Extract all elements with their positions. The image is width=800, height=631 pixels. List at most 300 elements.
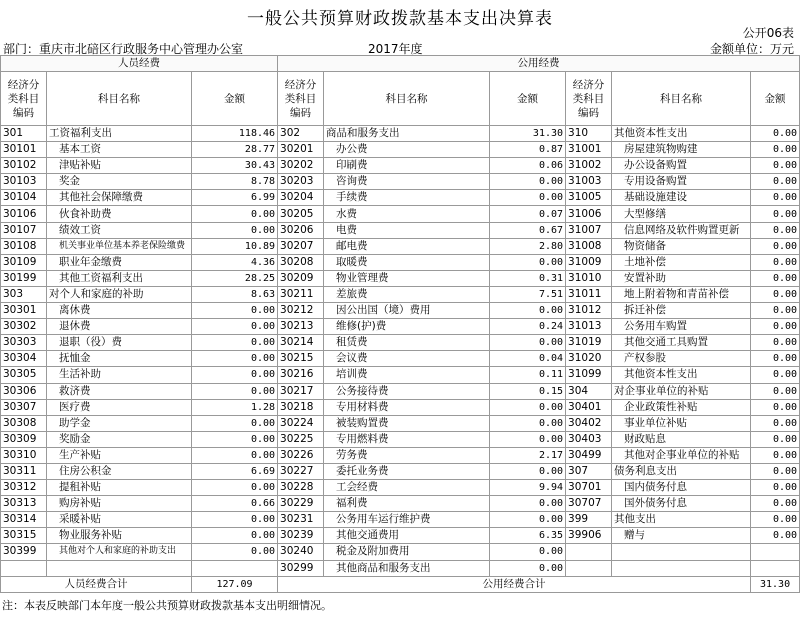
name-cell: 专用燃料费 (324, 431, 490, 447)
footnote: 注：本表反映部门本年度一般公共预算财政拨款基本支出明细情况。 (2, 599, 332, 612)
code-cell: 30313 (1, 496, 47, 512)
code-cell: 30204 (278, 190, 324, 206)
amount-cell: 0.00 (490, 174, 566, 190)
code-cell: 30107 (1, 222, 47, 238)
code-cell: 30227 (278, 463, 324, 479)
amount-cell: 0.00 (490, 560, 566, 576)
expenditure-table (0, 55, 800, 593)
amount-cell: 0.00 (192, 351, 278, 367)
table-row (1, 254, 800, 270)
name-cell: 退休费 (47, 319, 192, 335)
amount-cell: 0.00 (751, 126, 800, 142)
code-cell: 31006 (566, 206, 612, 222)
name-cell: 退职（役）费 (47, 335, 192, 351)
code-cell: 30308 (1, 415, 47, 431)
table-row (1, 190, 800, 206)
amount-cell: 0.00 (192, 415, 278, 431)
code-cell: 30205 (278, 206, 324, 222)
code-cell: 30228 (278, 480, 324, 496)
code-cell: 30102 (1, 158, 47, 174)
table-row (1, 431, 800, 447)
name-cell: 救济费 (47, 383, 192, 399)
col-amount-header: 金额 (490, 72, 566, 126)
col-code-header: 经济分类科目编码 (1, 72, 47, 126)
code-cell: 30302 (1, 319, 47, 335)
code-cell: 30402 (566, 415, 612, 431)
name-cell: 维修(护)费 (324, 319, 490, 335)
code-cell: 30307 (1, 399, 47, 415)
amount-cell: 0.00 (751, 431, 800, 447)
code-cell: 30240 (278, 544, 324, 560)
name-cell: 其他商品和服务支出 (324, 560, 490, 576)
amount-cell: 0.00 (490, 335, 566, 351)
amount-cell: 0.00 (751, 447, 800, 463)
amount-cell: 0.87 (490, 142, 566, 158)
code-cell: 30309 (1, 431, 47, 447)
amount-cell: 30.43 (192, 158, 278, 174)
name-cell: 生产补贴 (47, 447, 192, 463)
amount-cell: 0.24 (490, 319, 566, 335)
code-cell: 30212 (278, 303, 324, 319)
col-amount-header: 金额 (751, 72, 800, 126)
name-cell: 其他资本性支出 (612, 367, 751, 383)
code-cell: 30206 (278, 222, 324, 238)
form-code: 公开06表 (742, 26, 794, 40)
amount-cell: 4.36 (192, 254, 278, 270)
amount-cell: 0.00 (192, 480, 278, 496)
code-cell (566, 560, 612, 576)
code-cell (566, 544, 612, 560)
code-cell: 30299 (278, 560, 324, 576)
unit-label: 金额单位：万元 (709, 42, 794, 56)
name-cell: 工资福利支出 (47, 126, 192, 142)
name-cell: 医疗费 (47, 399, 192, 415)
amount-cell: 0.11 (490, 367, 566, 383)
name-cell: 咨询费 (324, 174, 490, 190)
code-cell: 30499 (566, 447, 612, 463)
code-cell: 30199 (1, 270, 47, 286)
name-cell: 基本工资 (47, 142, 192, 158)
personnel-total-value: 127.09 (192, 576, 278, 592)
name-cell: 印刷费 (324, 158, 490, 174)
table-row (1, 512, 800, 528)
name-cell (47, 560, 192, 576)
amount-cell: 0.00 (751, 270, 800, 286)
amount-cell: 0.00 (751, 463, 800, 479)
table-row (1, 528, 800, 544)
amount-cell: 0.00 (751, 158, 800, 174)
code-cell: 30229 (278, 496, 324, 512)
amount-cell: 0.00 (751, 351, 800, 367)
name-cell: 住房公积金 (47, 463, 192, 479)
name-cell: 职业年金缴费 (47, 254, 192, 270)
name-cell: 公务用车运行维护费 (324, 512, 490, 528)
amount-cell: 1.28 (192, 399, 278, 415)
name-cell: 抚恤金 (47, 351, 192, 367)
name-cell: 其他对个人和家庭的补助支出 (47, 544, 192, 560)
personnel-header: 人员经费 (1, 56, 278, 72)
table-row (1, 222, 800, 238)
name-cell: 国外债务付息 (612, 496, 751, 512)
table-row (1, 463, 800, 479)
amount-cell: 0.00 (751, 319, 800, 335)
code-cell: 310 (566, 126, 612, 142)
amount-cell: 6.35 (490, 528, 566, 544)
table-row (1, 335, 800, 351)
table-row (1, 399, 800, 415)
personnel-total-label: 人员经费合计 (1, 576, 192, 592)
table-row (1, 270, 800, 286)
code-cell: 30208 (278, 254, 324, 270)
name-cell: 税金及附加费用 (324, 544, 490, 560)
name-cell: 物业服务补贴 (47, 528, 192, 544)
code-cell: 30239 (278, 528, 324, 544)
amount-cell: 0.00 (751, 174, 800, 190)
name-cell: 房屋建筑物购建 (612, 142, 751, 158)
name-cell: 赠与 (612, 528, 751, 544)
code-cell: 31002 (566, 158, 612, 174)
code-cell: 30403 (566, 431, 612, 447)
amount-cell: 6.69 (192, 463, 278, 479)
code-cell (1, 560, 47, 576)
code-cell: 30231 (278, 512, 324, 528)
amount-cell: 10.89 (192, 238, 278, 254)
code-cell: 30306 (1, 383, 47, 399)
amount-cell: 0.00 (751, 254, 800, 270)
name-cell: 劳务费 (324, 447, 490, 463)
table-row (1, 415, 800, 431)
amount-cell: 0.00 (490, 254, 566, 270)
code-cell: 30104 (1, 190, 47, 206)
code-cell: 30215 (278, 351, 324, 367)
name-cell: 办公设备购置 (612, 158, 751, 174)
table-row (1, 303, 800, 319)
name-cell: 产权参股 (612, 351, 751, 367)
name-cell: 奖金 (47, 174, 192, 190)
name-cell: 生活补助 (47, 367, 192, 383)
code-cell: 31013 (566, 319, 612, 335)
public-header: 公用经费 (278, 56, 800, 72)
code-cell: 301 (1, 126, 47, 142)
amount-cell: 0.00 (751, 496, 800, 512)
code-cell: 30103 (1, 174, 47, 190)
amount-cell: 28.77 (192, 142, 278, 158)
name-cell: 办公费 (324, 142, 490, 158)
name-cell: 物业管理费 (324, 270, 490, 286)
code-cell: 30106 (1, 206, 47, 222)
name-cell: 购房补贴 (47, 496, 192, 512)
amount-cell: 0.00 (490, 399, 566, 415)
code-cell: 30202 (278, 158, 324, 174)
code-cell: 30108 (1, 238, 47, 254)
name-cell: 财政贴息 (612, 431, 751, 447)
code-cell: 31011 (566, 286, 612, 302)
name-cell: 公务用车购置 (612, 319, 751, 335)
code-cell: 30301 (1, 303, 47, 319)
name-cell: 对企事业单位的补贴 (612, 383, 751, 399)
table-row (1, 319, 800, 335)
code-cell: 30209 (278, 270, 324, 286)
amount-cell (192, 560, 278, 576)
name-cell: 地上附着物和青苗补偿 (612, 286, 751, 302)
amount-cell: 0.15 (490, 383, 566, 399)
code-cell: 30312 (1, 480, 47, 496)
name-cell: 伙食补助费 (47, 206, 192, 222)
name-cell: 奖励金 (47, 431, 192, 447)
amount-cell: 0.00 (490, 415, 566, 431)
code-cell: 30207 (278, 238, 324, 254)
name-cell: 土地补偿 (612, 254, 751, 270)
amount-cell: 0.00 (751, 142, 800, 158)
table-row (1, 126, 800, 142)
amount-cell: 0.66 (192, 496, 278, 512)
amount-cell: 0.00 (751, 238, 800, 254)
code-cell: 30214 (278, 335, 324, 351)
amount-cell: 0.00 (751, 399, 800, 415)
table-row (1, 158, 800, 174)
amount-cell: 0.06 (490, 158, 566, 174)
table-row (1, 367, 800, 383)
name-cell: 因公出国（境）费用 (324, 303, 490, 319)
code-cell: 399 (566, 512, 612, 528)
name-cell: 水费 (324, 206, 490, 222)
amount-cell: 0.00 (751, 286, 800, 302)
code-cell: 30707 (566, 496, 612, 512)
code-cell: 31010 (566, 270, 612, 286)
code-cell: 30310 (1, 447, 47, 463)
code-cell: 31012 (566, 303, 612, 319)
code-cell: 39906 (566, 528, 612, 544)
amount-cell: 0.00 (490, 190, 566, 206)
department-label: 部门：重庆市北碚区行政服务中心管理办公室 (3, 42, 244, 56)
amount-cell: 0.00 (751, 335, 800, 351)
amount-cell: 8.78 (192, 174, 278, 190)
table-row (1, 351, 800, 367)
code-cell: 31005 (566, 190, 612, 206)
amount-cell: 0.00 (490, 431, 566, 447)
name-cell: 被装购置费 (324, 415, 490, 431)
code-cell: 30213 (278, 319, 324, 335)
name-cell: 对个人和家庭的补助 (47, 286, 192, 302)
code-cell: 30218 (278, 399, 324, 415)
code-cell: 30225 (278, 431, 324, 447)
name-cell: 其他工资福利支出 (47, 270, 192, 286)
code-cell: 31009 (566, 254, 612, 270)
name-cell: 专用设备购置 (612, 174, 751, 190)
name-cell: 福利费 (324, 496, 490, 512)
year-label: 2017年度 (368, 42, 423, 56)
amount-cell: 0.00 (751, 512, 800, 528)
code-cell: 30401 (566, 399, 612, 415)
name-cell: 采暖补贴 (47, 512, 192, 528)
code-cell: 302 (278, 126, 324, 142)
amount-cell: 28.25 (192, 270, 278, 286)
table-row (1, 544, 800, 560)
col-name-header: 科目名称 (324, 72, 490, 126)
amount-cell: 0.67 (490, 222, 566, 238)
code-cell: 30109 (1, 254, 47, 270)
name-cell: 其他交通工具购置 (612, 335, 751, 351)
amount-cell: 0.07 (490, 206, 566, 222)
amount-cell: 0.00 (192, 319, 278, 335)
amount-cell: 0.00 (751, 190, 800, 206)
table-row (1, 560, 800, 576)
name-cell: 其他支出 (612, 512, 751, 528)
name-cell (612, 560, 751, 576)
amount-cell: 0.00 (751, 383, 800, 399)
amount-cell (751, 544, 800, 560)
amount-cell: 0.00 (751, 415, 800, 431)
code-cell: 30101 (1, 142, 47, 158)
code-cell: 303 (1, 286, 47, 302)
code-cell: 307 (566, 463, 612, 479)
name-cell: 会议费 (324, 351, 490, 367)
amount-cell: 0.00 (751, 367, 800, 383)
code-cell: 30216 (278, 367, 324, 383)
amount-cell: 0.00 (751, 222, 800, 238)
code-cell: 30226 (278, 447, 324, 463)
amount-cell: 7.51 (490, 286, 566, 302)
amount-cell: 0.00 (192, 335, 278, 351)
amount-cell: 9.94 (490, 480, 566, 496)
code-cell: 30303 (1, 335, 47, 351)
amount-cell: 0.00 (751, 528, 800, 544)
name-cell (612, 544, 751, 560)
amount-cell: 0.00 (490, 303, 566, 319)
amount-cell (751, 560, 800, 576)
name-cell: 助学金 (47, 415, 192, 431)
amount-cell: 0.00 (490, 544, 566, 560)
code-cell: 30305 (1, 367, 47, 383)
amount-cell: 0.00 (192, 303, 278, 319)
name-cell: 机关事业单位基本养老保险缴费 (47, 238, 192, 254)
amount-cell: 0.00 (192, 431, 278, 447)
code-cell: 30399 (1, 544, 47, 560)
name-cell: 取暖费 (324, 254, 490, 270)
code-cell: 30211 (278, 286, 324, 302)
code-cell: 31020 (566, 351, 612, 367)
amount-cell: 0.00 (490, 512, 566, 528)
name-cell: 公务接待费 (324, 383, 490, 399)
name-cell: 提租补贴 (47, 480, 192, 496)
code-cell: 30304 (1, 351, 47, 367)
table-row (1, 447, 800, 463)
code-cell: 31019 (566, 335, 612, 351)
name-cell: 离休费 (47, 303, 192, 319)
name-cell: 安置补助 (612, 270, 751, 286)
amount-cell: 31.30 (490, 126, 566, 142)
amount-cell: 0.00 (192, 512, 278, 528)
amount-cell: 0.04 (490, 351, 566, 367)
table-row (1, 383, 800, 399)
name-cell: 基础设施建设 (612, 190, 751, 206)
name-cell: 其他社会保障缴费 (47, 190, 192, 206)
amount-cell: 118.46 (192, 126, 278, 142)
code-cell: 30701 (566, 480, 612, 496)
amount-cell: 8.63 (192, 286, 278, 302)
name-cell: 手续费 (324, 190, 490, 206)
table-row (1, 206, 800, 222)
name-cell: 国内债务付息 (612, 480, 751, 496)
amount-cell: 0.00 (490, 496, 566, 512)
name-cell: 拆迁补偿 (612, 303, 751, 319)
amount-cell: 0.00 (751, 206, 800, 222)
code-cell: 30203 (278, 174, 324, 190)
code-cell: 30217 (278, 383, 324, 399)
code-cell: 30315 (1, 528, 47, 544)
code-cell: 31099 (566, 367, 612, 383)
amount-cell: 0.00 (192, 528, 278, 544)
table-row (1, 174, 800, 190)
name-cell: 租赁费 (324, 335, 490, 351)
code-cell: 31003 (566, 174, 612, 190)
amount-cell: 0.00 (192, 447, 278, 463)
amount-cell: 0.00 (751, 480, 800, 496)
code-cell: 31007 (566, 222, 612, 238)
name-cell: 信息网络及软件购置更新 (612, 222, 751, 238)
amount-cell: 2.17 (490, 447, 566, 463)
table-row (1, 286, 800, 302)
name-cell: 其他资本性支出 (612, 126, 751, 142)
name-cell: 电费 (324, 222, 490, 238)
code-cell: 30201 (278, 142, 324, 158)
public-total-label: 公用经费合计 (278, 576, 751, 592)
name-cell: 其他交通费用 (324, 528, 490, 544)
name-cell: 邮电费 (324, 238, 490, 254)
col-code-header: 经济分类科目编码 (278, 72, 324, 126)
col-amount-header: 金额 (192, 72, 278, 126)
table-row (1, 496, 800, 512)
name-cell: 工会经费 (324, 480, 490, 496)
name-cell: 大型修缮 (612, 206, 751, 222)
col-name-header: 科目名称 (612, 72, 751, 126)
name-cell: 委托业务费 (324, 463, 490, 479)
amount-cell: 0.00 (192, 222, 278, 238)
code-cell: 30311 (1, 463, 47, 479)
amount-cell: 0.00 (192, 206, 278, 222)
name-cell: 津贴补贴 (47, 158, 192, 174)
amount-cell: 0.00 (192, 544, 278, 560)
name-cell: 事业单位补贴 (612, 415, 751, 431)
code-cell: 30314 (1, 512, 47, 528)
name-cell: 商品和服务支出 (324, 126, 490, 142)
amount-cell: 0.00 (192, 367, 278, 383)
table-row (1, 480, 800, 496)
table-row (1, 142, 800, 158)
name-cell: 物资储备 (612, 238, 751, 254)
code-cell: 31001 (566, 142, 612, 158)
name-cell: 企业政策性补贴 (612, 399, 751, 415)
report-title: 一般公共预算财政拨款基本支出决算表 (247, 9, 553, 29)
col-name-header: 科目名称 (47, 72, 192, 126)
name-cell: 专用材料费 (324, 399, 490, 415)
amount-cell: 0.00 (192, 383, 278, 399)
public-total-value: 31.30 (751, 576, 800, 592)
amount-cell: 0.00 (751, 303, 800, 319)
name-cell: 绩效工资 (47, 222, 192, 238)
name-cell: 差旅费 (324, 286, 490, 302)
amount-cell: 0.00 (490, 463, 566, 479)
name-cell: 债务利息支出 (612, 463, 751, 479)
name-cell: 培训费 (324, 367, 490, 383)
amount-cell: 0.31 (490, 270, 566, 286)
code-cell: 31008 (566, 238, 612, 254)
code-cell: 304 (566, 383, 612, 399)
table-row (1, 238, 800, 254)
amount-cell: 2.80 (490, 238, 566, 254)
amount-cell: 6.99 (192, 190, 278, 206)
name-cell: 其他对企事业单位的补贴 (612, 447, 751, 463)
